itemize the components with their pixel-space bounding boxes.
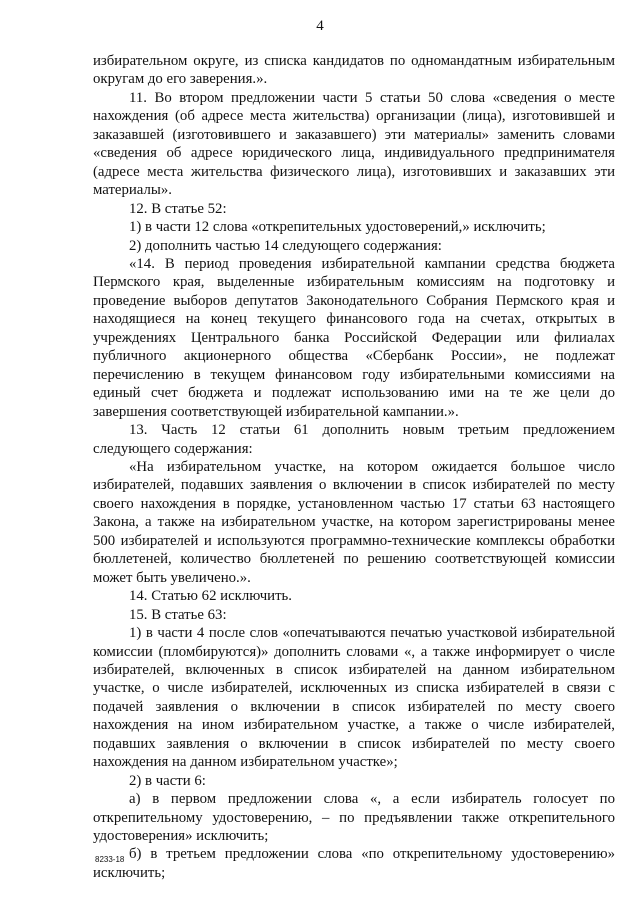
paragraph: 1) в части 12 слова «открепительных удостоверений,» исключить;	[129, 219, 546, 236]
paragraph: 13. Часть 12 статьи 61 дополнить новым третьим предложением следующего содержания:	[93, 422, 615, 457]
paragraph: 2) в части 6:	[129, 772, 206, 789]
paragraph: 2) дополнить частью 14 следующего содержания:	[129, 237, 442, 254]
paragraph: а) в первом предложении слова «, а если избиратель голосует по открепительному удостоверению, – по предъявлении также открепительного удостоверения» исключить;	[93, 791, 615, 845]
paragraph: 11. Во втором предложении части 5 статьи 50 слова «сведения о месте нахождения (об адресе места жительства) организации (лица), изготовившей и заказавшей (изготовившего и заказавшего) эти материалы» заменить словами «сведения об адресе юридического лица, индивидуального предпринимателя (адресе места жительства физического лица), изготовивших и заказавших эти материалы».	[93, 89, 615, 199]
paragraph: 1) в части 4 после слов «опечатываются печатью участковой избирательной комиссии (пломбируются)» дополнить словами «, а также информирует о числе избирателей, включенных в список избирателей на данном избирательном участке, о числе избирателей, исключенных из списка избирателей в связи с подачей заявления о включении в список избирателей по месту своего нахождения на ином избирательном участке, а также о числе избирателей, подавших заявления о включении в список избирателей по месту своего нахождения на данном избирательном участке»;	[93, 625, 615, 771]
paragraph: избирательном округе, из списка кандидатов по одномандатным избирательным округам до его заверения.».	[93, 53, 615, 88]
paragraph: 15. В статье 63:	[129, 606, 227, 623]
paragraph: 12. В статье 52:	[129, 200, 227, 217]
paragraph: «На избирательном участке, на котором ожидается большое число избирателей, подавших заявления о включении в список избирателей по месту своего нахождения в порядке, установленном частью 17 статьи 63 настоящего Закона, а также на избирательном участке, на котором зарегистрированы менее 500 избирателей и используются программно-технические комплексы обработки бюллетеней, количество бюллетеней по решению соответствующей комиссии может быть увеличено.».	[93, 458, 615, 586]
document-code: 8233-18	[95, 855, 125, 864]
paragraph: «14. В период проведения избирательной кампании средства бюджета Пермского края, выделенные избирательным комиссиям на подготовку и проведение выборов депутатов Законодательного Собрания Пермского края и находящиеся на конец текущего финансового года на счетах, открытых в учреждениях Центрального банка Российской Федерации или филиалах публичного акционерного общества «Сбербанк России», не подлежат перечислению в текущем финансовом году избирательными комиссиями на единый счет бюджета и подлежат использованию ими на те же цели до завершения соответствующей избирательной кампании.».	[93, 255, 615, 420]
paragraph: б) в третьем предложении слова «по открепительному удостоверению» исключить;	[93, 846, 615, 881]
page-number: 4	[316, 18, 324, 34]
document-body	[93, 52, 615, 882]
paragraph: 14. Статью 62 исключить.	[129, 588, 292, 605]
